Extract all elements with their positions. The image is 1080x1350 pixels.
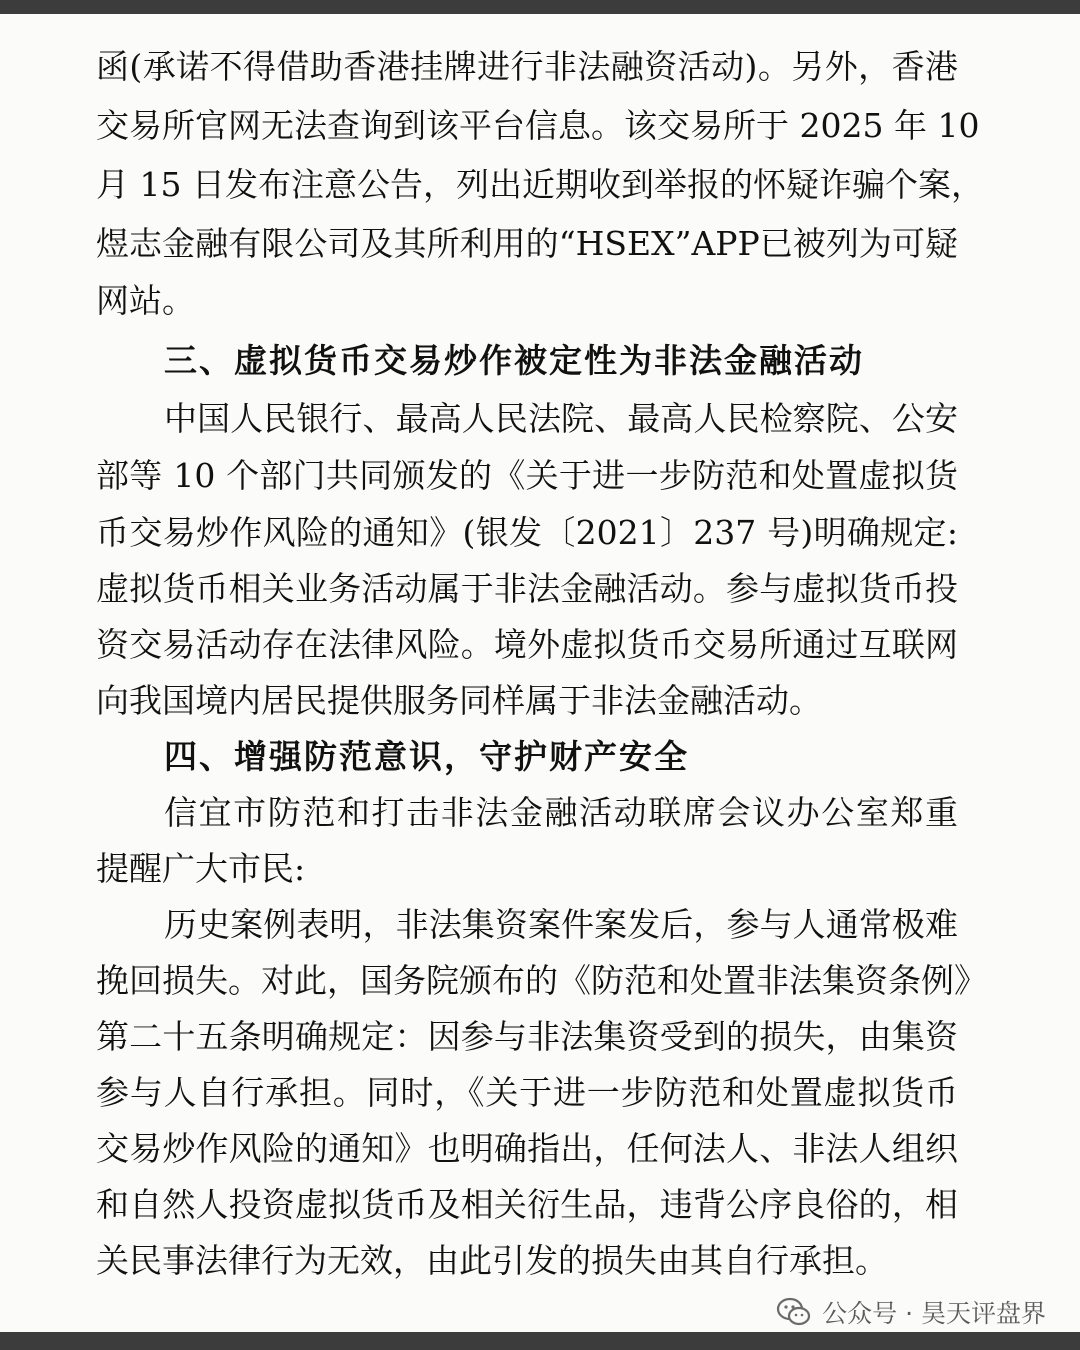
paragraph-line: 资交易活动存在法律风险。境外虚拟货币交易所通过互联网 [96,625,958,664]
watermark [776,1292,1046,1332]
paragraph-line: 提醒广大市民: [96,849,306,888]
section-heading-4: 四、增强防范意识，守护财产安全 [164,737,689,776]
paragraph-line: 交易炒作风险的通知》也明确指出，任何法人、非法人组织 [96,1129,958,1168]
paragraph-line: 交易所官网无法查询到该平台信息。该交易所于 2025 年 10 [96,106,980,145]
wechat-icon [776,1297,812,1327]
paragraph-line: 和自然人投资虚拟货币及相关衍生品，违背公序良俗的，相 [96,1185,958,1224]
watermark-text: 公众号 · 昊天评盘界 [822,1299,1046,1328]
paragraph-line: 向我国境内居民提供服务同样属于非法金融活动。 [96,681,822,720]
document-page [0,14,1080,1332]
paragraph-line: 函(承诺不得借助香港挂牌进行非法融资活动)。另外，香港 [96,47,958,86]
bottom-border [0,1332,1080,1350]
paragraph-line: 第二十五条明确规定：因参与非法集资受到的损失，由集资 [96,1017,958,1056]
paragraph-line: 币交易炒作风险的通知》(银发〔2021〕237 号)明确规定: [96,513,958,552]
paragraph-line: 挽回损失。对此，国务院颁布的《防范和处置非法集资条例》 [96,961,987,1000]
paragraph-line: 网站。 [96,281,195,320]
paragraph-line: 月 15 日发布注意公告，列出近期收到举报的怀疑诈骗个案， [96,165,984,204]
paragraph-line: 信宜市防范和打击非法金融活动联席会议办公室郑重 [164,793,958,832]
paragraph-line: 参与人自行承担。同时，《关于进一步防范和处置虚拟货币 [96,1073,958,1112]
paragraph-line: 历史案例表明，非法集资案件案发后，参与人通常极难 [164,905,958,944]
top-border [0,0,1080,14]
paragraph-line: 煜志金融有限公司及其所利用的“HSEX”APP已被列为可疑 [96,224,958,263]
paragraph-line: 部等 10 个部门共同颁发的《关于进一步防范和处置虚拟货 [96,456,958,495]
section-heading-3: 三、虚拟货币交易炒作被定性为非法金融活动 [164,341,864,380]
paragraph-line: 虚拟货币相关业务活动属于非法金融活动。参与虚拟货币投 [96,569,958,608]
paragraph-line: 关民事法律行为无效，由此引发的损失由其自行承担。 [96,1241,888,1280]
paragraph-line: 中国人民银行、最高人民法院、最高人民检察院、公安 [164,399,958,438]
